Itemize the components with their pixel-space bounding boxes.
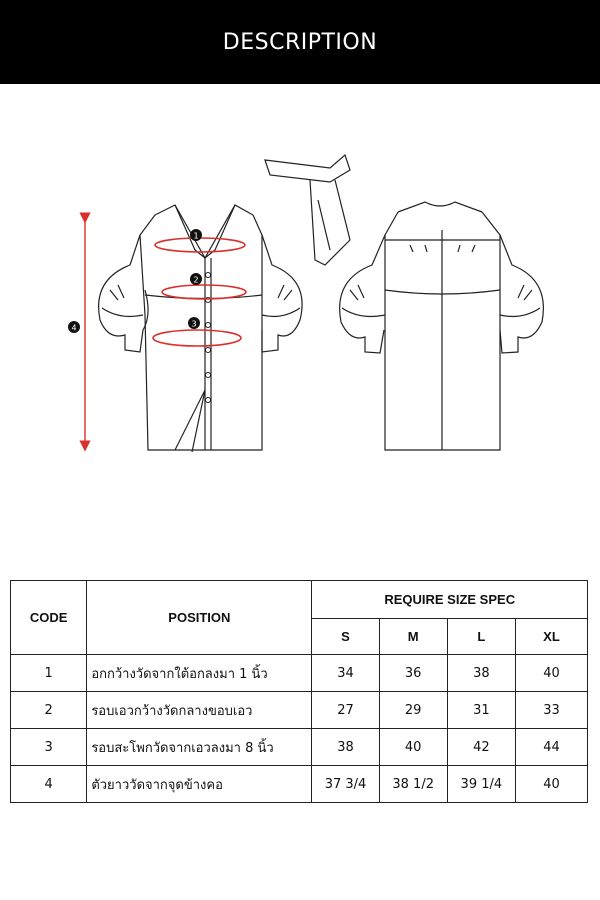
header-bar bbox=[0, 0, 600, 84]
sash-sketch bbox=[265, 155, 350, 265]
row-value-s: 38 bbox=[312, 729, 379, 766]
spec-header: REQUIRE SIZE SPEC bbox=[312, 581, 588, 619]
position-header: POSITION bbox=[87, 581, 312, 655]
size-header-m: M bbox=[379, 619, 447, 655]
row-position: รอบสะโพกวัดจากเอวลงมา 8 นิ้ว bbox=[87, 729, 312, 766]
row-value-xl: 40 bbox=[515, 766, 587, 803]
size-header-s: S bbox=[312, 619, 379, 655]
row-value-xl: 33 bbox=[515, 692, 587, 729]
front-dress-sketch bbox=[99, 205, 302, 452]
row-value-s: 37 3/4 bbox=[312, 766, 379, 803]
table-row bbox=[11, 692, 588, 729]
row-position: รอบเอวกว้างวัดกลางขอบเอว bbox=[87, 692, 312, 729]
row-value-m: 29 bbox=[379, 692, 447, 729]
marker-1-label: 1 bbox=[193, 231, 199, 241]
row-code: 1 bbox=[11, 655, 87, 692]
code-header: CODE bbox=[11, 581, 87, 655]
row-value-l: 42 bbox=[447, 729, 515, 766]
table-row bbox=[11, 729, 588, 766]
marker-2-label: 2 bbox=[193, 275, 199, 285]
marker-badges bbox=[68, 229, 202, 333]
back-dress-sketch bbox=[340, 202, 544, 450]
row-value-l: 31 bbox=[447, 692, 515, 729]
hip-ellipse bbox=[153, 330, 241, 346]
row-code: 3 bbox=[11, 729, 87, 766]
row-value-s: 34 bbox=[312, 655, 379, 692]
front-buttons bbox=[206, 273, 211, 403]
row-position: อกกว้างวัดจากใต้อกลงมา 1 นิ้ว bbox=[87, 655, 312, 692]
table-row bbox=[11, 766, 588, 803]
table-row bbox=[11, 655, 588, 692]
row-code: 2 bbox=[11, 692, 87, 729]
row-value-l: 38 bbox=[447, 655, 515, 692]
row-value-s: 27 bbox=[312, 692, 379, 729]
size-spec-table bbox=[10, 580, 588, 803]
row-value-m: 38 1/2 bbox=[379, 766, 447, 803]
row-position: ตัวยาววัดจากจุดข้างคอ bbox=[87, 766, 312, 803]
row-value-l: 39 1/4 bbox=[447, 766, 515, 803]
marker-4-label: 4 bbox=[71, 323, 77, 333]
page-title: DESCRIPTION bbox=[222, 29, 378, 55]
size-header-l: L bbox=[447, 619, 515, 655]
row-code: 4 bbox=[11, 766, 87, 803]
row-value-xl: 40 bbox=[515, 655, 587, 692]
row-value-xl: 44 bbox=[515, 729, 587, 766]
waist-ellipse bbox=[162, 285, 246, 299]
row-value-m: 36 bbox=[379, 655, 447, 692]
dress-illustration bbox=[0, 140, 600, 480]
marker-3-label: 3 bbox=[191, 319, 197, 329]
size-header-xl: XL bbox=[515, 619, 587, 655]
row-value-m: 40 bbox=[379, 729, 447, 766]
